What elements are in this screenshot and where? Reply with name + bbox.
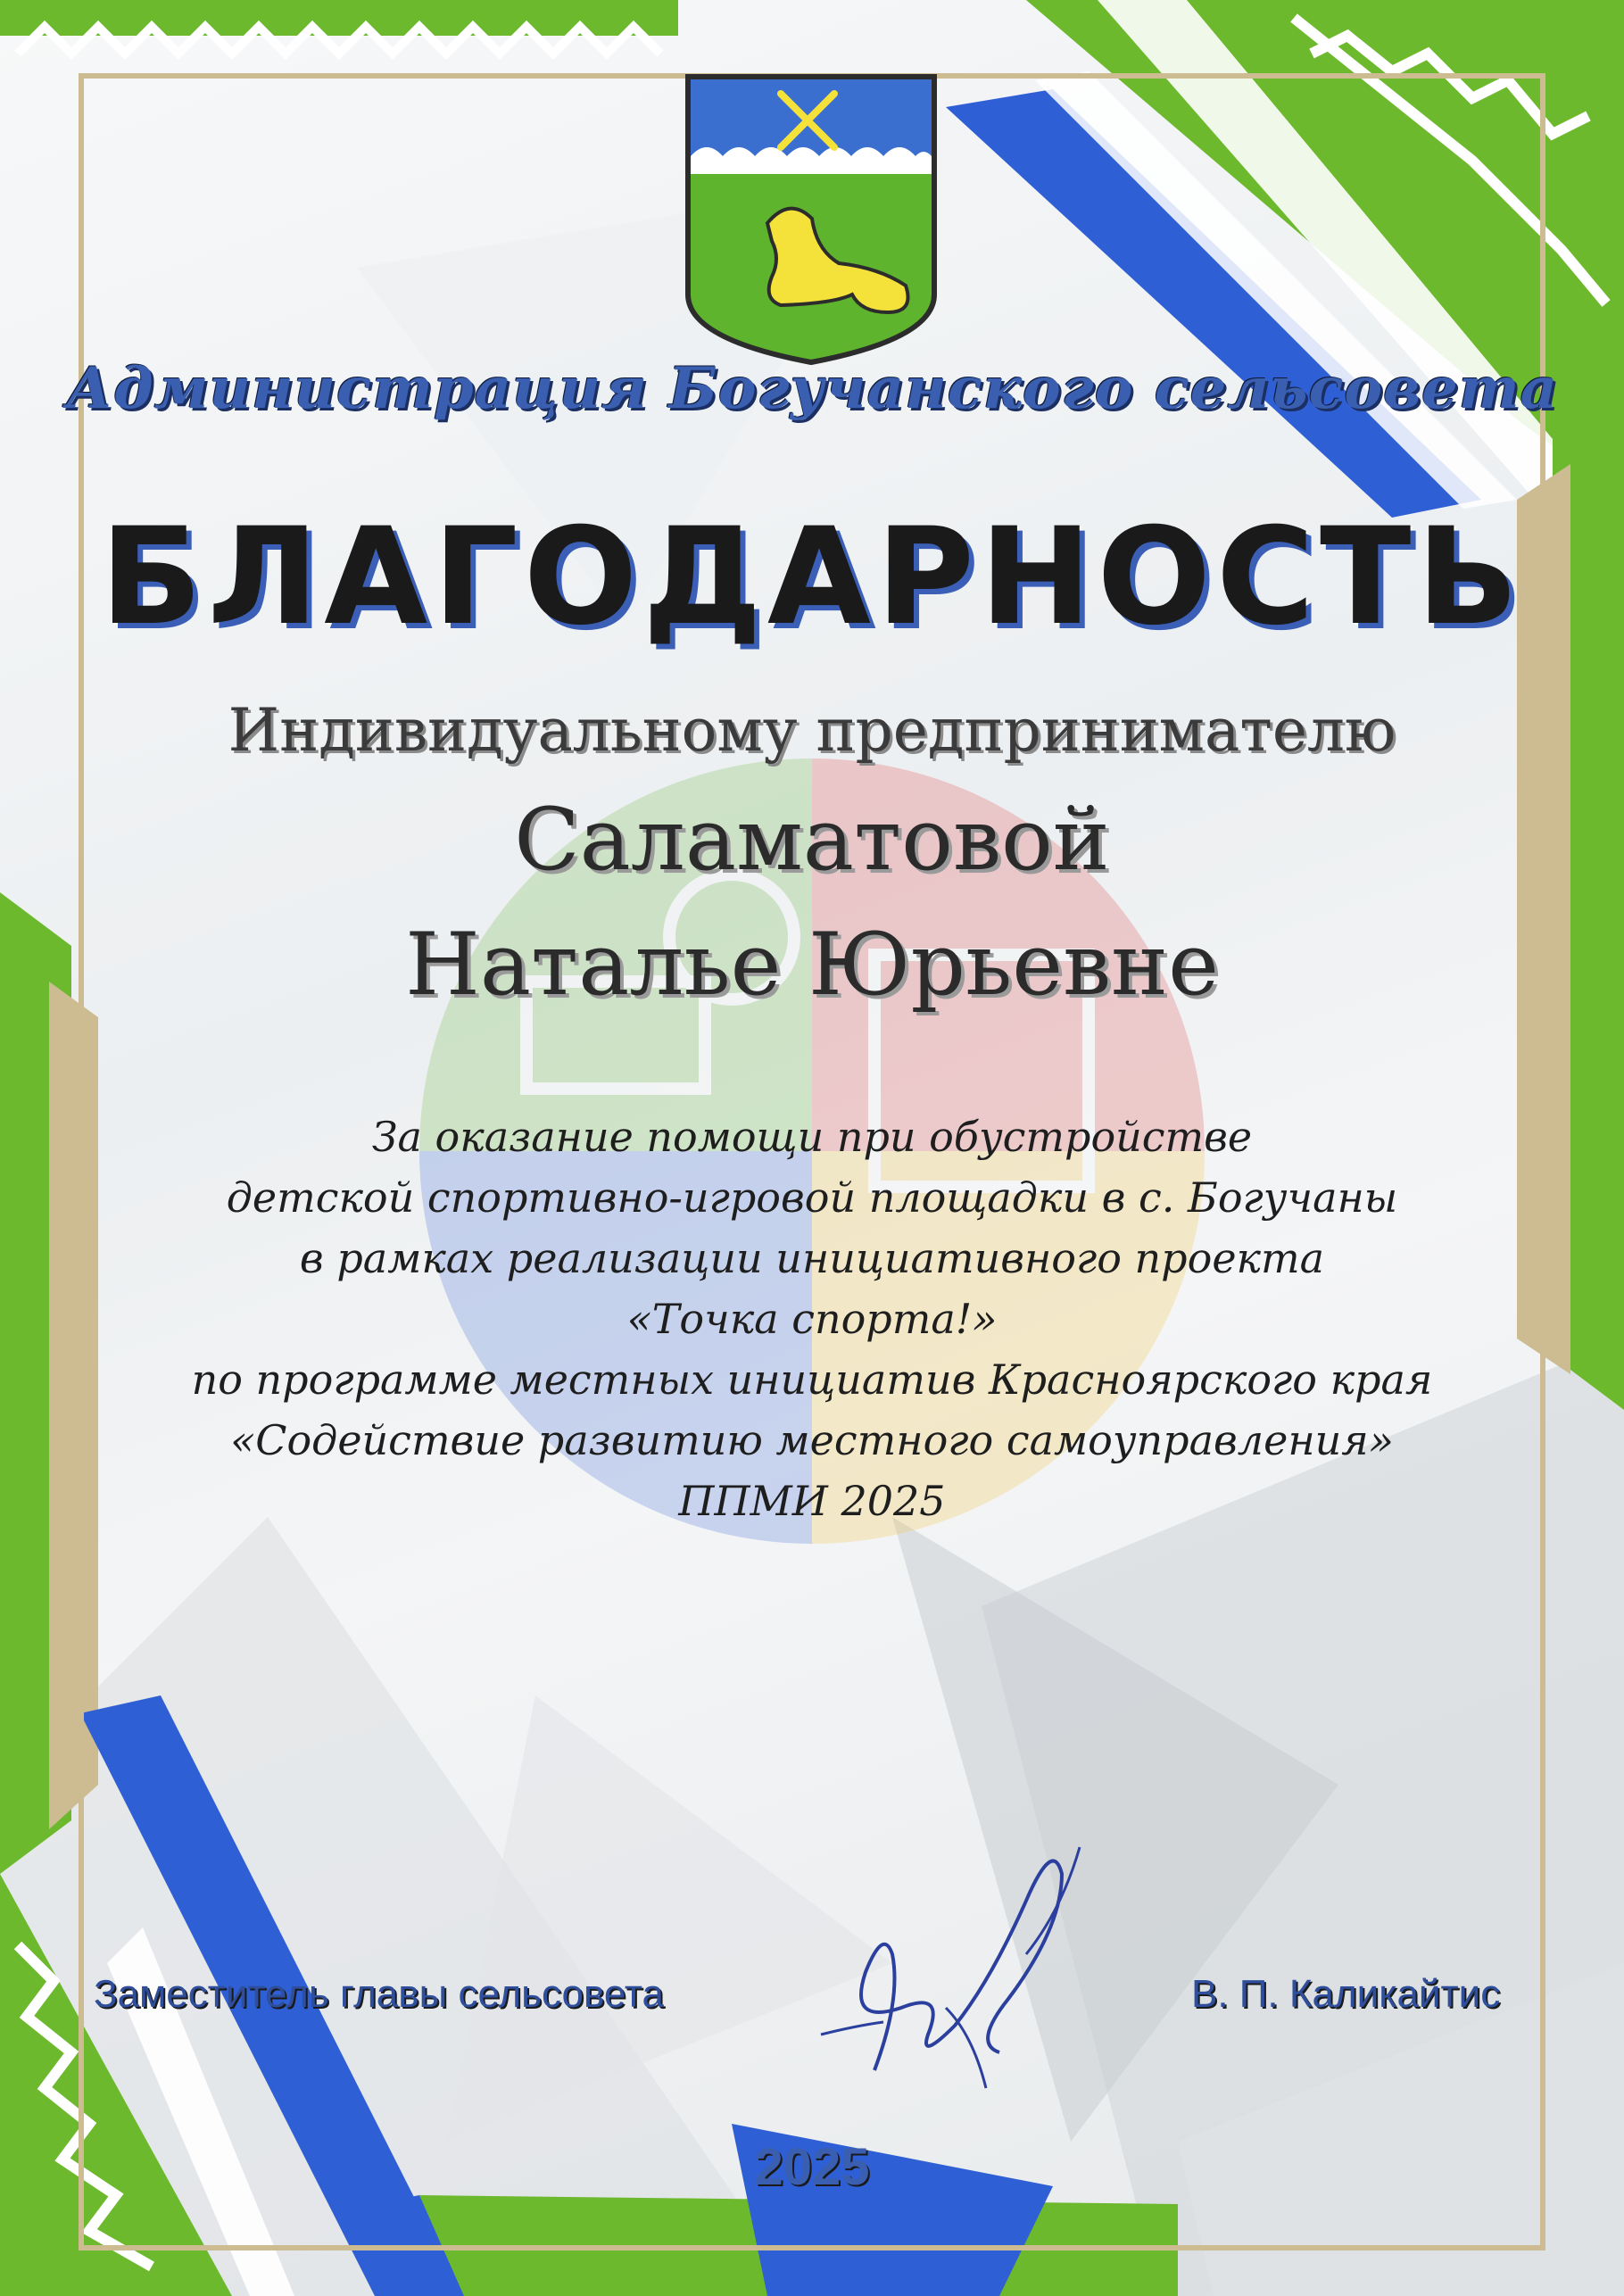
reason-line: «Точка спорта!» [626,1295,998,1343]
recipient-given-names: Наталье Юрьевне [405,915,1219,1015]
signer-name: В. П. Каликайтис [1191,1972,1501,2016]
organization-header: Администрация Богучанского сельсовета [65,355,1559,422]
reason-line: За оказание помощи при обустройстве [371,1113,1253,1161]
recipient-role: Индивидуальному предпринимателю [228,696,1396,765]
reason-line: по программе местных инициатив Красноярского края [191,1355,1433,1404]
signature [794,1820,1187,2106]
coat-of-arms-icon [683,71,940,366]
reason-text [0,1107,1624,1531]
reason-line: в рамках реализации инициативного проекта [299,1234,1325,1282]
year: 2025 [754,2138,870,2196]
signer-title: Заместитель главы сельсовета [94,1972,665,2016]
reason-line: детской спортивно-игровой площадки в с. Богучаны [226,1173,1398,1222]
reason-line: «Содействие развитию местного самоуправления» [230,1416,1394,1464]
recipient-surname: Саламатовой [514,790,1110,890]
certificate-title: БЛАГОДАРНОСТЬ [100,500,1524,655]
reason-line: ППМИ 2025 [678,1477,946,1525]
